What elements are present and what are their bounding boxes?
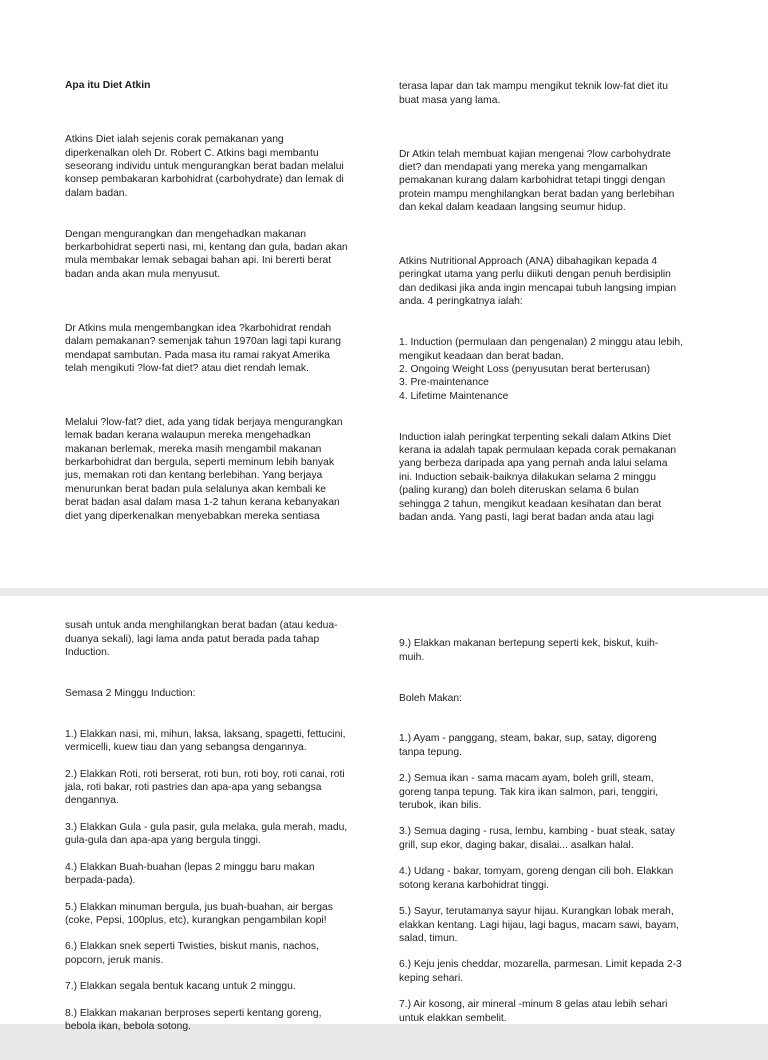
avoid-item-3: 3.) Elakkan Gula - gula pasir, gula melaka, gula merah, madu, gula-gula dan apa-apa yang bergula tinggi. <box>65 821 348 847</box>
paragraph-intro: Atkins Diet ialah sejenis corak pemakanan yang diperkenalkan oleh Dr. Robert C. Atkins bagi membantu seseorang individu untuk mengurangkan berat badan melalui konsep pembakaran karbohidrat (carbohydrate) dan lemak di dalam badan. <box>65 134 344 199</box>
paragraph-continuation: susah untuk anda menghilangkan berat badan (atau kedua- duanya sekali), lagi lama anda patut berada pada tahap Induction. <box>65 620 338 659</box>
allowed-item-1: 1.) Ayam - panggang, steam, bakar, sup, satay, digoreng tanpa tepung. <box>399 733 657 758</box>
page2-left-column <box>65 606 377 1060</box>
page1-left-column <box>65 66 377 536</box>
phase-list: 1. Induction (permulaan dan pengenalan) 2 minggu atau lebih, mengikut keadaan dan berat badan. 2. Ongoing Weight Loss (penyusutan berat berterusan) 3. Pre-maintenance 4. Lifetime Maintenance <box>399 337 683 402</box>
paragraph-ana: Atkins Nutritional Approach (ANA) dibahagikan kepada 4 peringkat utama yang perlu diikuti dengan penuh berdisiplin dan dedikasi jika anda ingin mencapai tubuh langsing impian anda. 4 peringkatnya ialah: <box>399 256 677 308</box>
avoid-list <box>65 728 377 1034</box>
section-heading-boleh-makan: Boleh Makan: <box>399 692 462 704</box>
allowed-item-6: 6.) Keju jenis cheddar, mozarella, parmesan. Limit kepada 2-3 keping sehari. <box>399 959 682 984</box>
paragraph-induction: Induction ialah peringkat terpenting sekali dalam Atkins Diet kerana ia adalah tapak permulaan kepada corak pemakanan yang berbeza daripada apa yang pernah anda lalui selama ini. Induction sebaik-baiknya dilakukan selama 2 minggu (paling kurang) dan boleh diteruskan selama 6 bulan sehingga 2 tahun, mengikut keadaan kesihatan dan berat badan anda. Yang pasti, lagi berat badan anda atau lagi <box>399 431 677 523</box>
allowed-item-2: 2.) Semua ikan - sama macam ayam, boleh grill, steam, goreng tanpa tepung. Tak kira ikan salmon, pari, tenggiri, terubok, ikan bilis. <box>399 773 659 812</box>
page-title: Apa itu Diet Atkin <box>65 80 151 92</box>
allowed-item-3: 3.) Semua daging - rusa, lembu, kambing - buat steak, satay grill, sup ekor, daging bakar, disalai... asalkan halal. <box>399 826 675 851</box>
avoid-item-8: 8.) Elakkan makanan berproses seperti kentang goreng, bebola ikan, bebola sotong. <box>65 1007 322 1032</box>
document-page-2 <box>0 596 768 1032</box>
section-heading-induction: Semasa 2 Minggu Induction: <box>65 688 196 700</box>
allowed-item-4: 4.) Udang - bakar, tomyam, goreng dengan cili boh. Elakkan sotong kerana karbohidrat tinggi. <box>399 866 674 891</box>
page2-right-column <box>399 624 711 1051</box>
avoid-item-4: 4.) Elakkan Buah-buahan (lepas 2 minggu baru makan berpada-pada). <box>65 861 315 887</box>
paragraph-low-fat: Melalui ?low-fat? diet, ada yang tidak berjaya mengurangkan lemak badan kerana walaupun mereka mengehadkan makanan berlemak, mereka masih mengambil makanan berkarbohidrat dan bergula, seperti meminum lebih banyak jus, memakan roti dan kentang berlebihan. Yang berjaya menurunkan berat badan pula selalunya akan kembali ke berat badan asal dalam masa 1-2 tahun kerana kebanyakan diet yang diperkenalkan menyebabkan mereka sentiasa <box>65 416 343 522</box>
avoid-item-6: 6.) Elakkan snek seperti Twisties, biskut manis, nachos, popcorn, jeruk manis. <box>65 941 319 966</box>
paragraph-hungry: terasa lapar dan tak mampu mengikut teknik low-fat diet itu buat masa yang lama. <box>399 81 668 106</box>
allowed-list <box>399 732 711 1025</box>
avoid-item-1: 1.) Elakkan nasi, mi, mihun, laksa, laksang, spagetti, fettucini, vermicelli, kuew tiau dan yang sebangsa dengannya. <box>65 728 346 754</box>
allowed-item-5: 5.) Sayur, terutamanya sayur hijau. Kurangkan lobak merah, elakkan kentang. Lagi hijau, lagi bagus, macam sawi, bayam, salad, timun. <box>399 906 679 944</box>
allowed-item-7: 7.) Air kosong, air mineral -minum 8 gelas atau lebih sehari untuk elakkan sembelit. <box>399 999 668 1024</box>
page1-right-column <box>399 67 711 538</box>
avoid-item-5: 5.) Elakkan minuman bergula, jus buah-buahan, air bergas (coke, Pepsi, 100plus, etc), kurangkan pengambilan kopi! <box>65 901 333 926</box>
paragraph-research: Dr Atkin telah membuat kajian mengenai ?low carbohydrate diet? dan mendapati yang mereka yang mengamalkan pemakanan kurang dalam karbohidrat tetapi tinggi dengan protein mampu menghilangkan berat badan yang berlebihan dan kekal dalam keadaan langsing seumur hidup. <box>399 148 675 214</box>
paragraph-reduce-carbs: Dengan mengurangkan dan mengehadkan makanan berkarbohidrat seperti nasi, mi, kentang dan gula, badan akan mula membakar lemak sebagai bahan api. Ini bererti berat badan anda akan mula menyusut. <box>65 228 348 280</box>
paragraph-history: Dr Atkins mula mengembangkan idea ?karbohidrat rendah dalam pemakanan? semenjak tahun 1970an lagi tapi kurang mendapat sambutan. Pada masa itu ramai rakyat Amerika telah mengikuti ?low-fat diet? atau diet rendah lemak. <box>65 322 341 374</box>
avoid-item-2: 2.) Elakkan Roti, roti berserat, roti bun, roti boy, roti canai, roti jala, roti bakar, roti pastries dan apa-apa yang sebangsa dengannya. <box>65 768 345 807</box>
avoid-item-7: 7.) Elakkan segala bentuk kacang untuk 2 minggu. <box>65 981 296 993</box>
avoid-item-9: 9.) Elakkan makanan bertepung seperti kek, biskut, kuih- muih. <box>399 638 659 663</box>
